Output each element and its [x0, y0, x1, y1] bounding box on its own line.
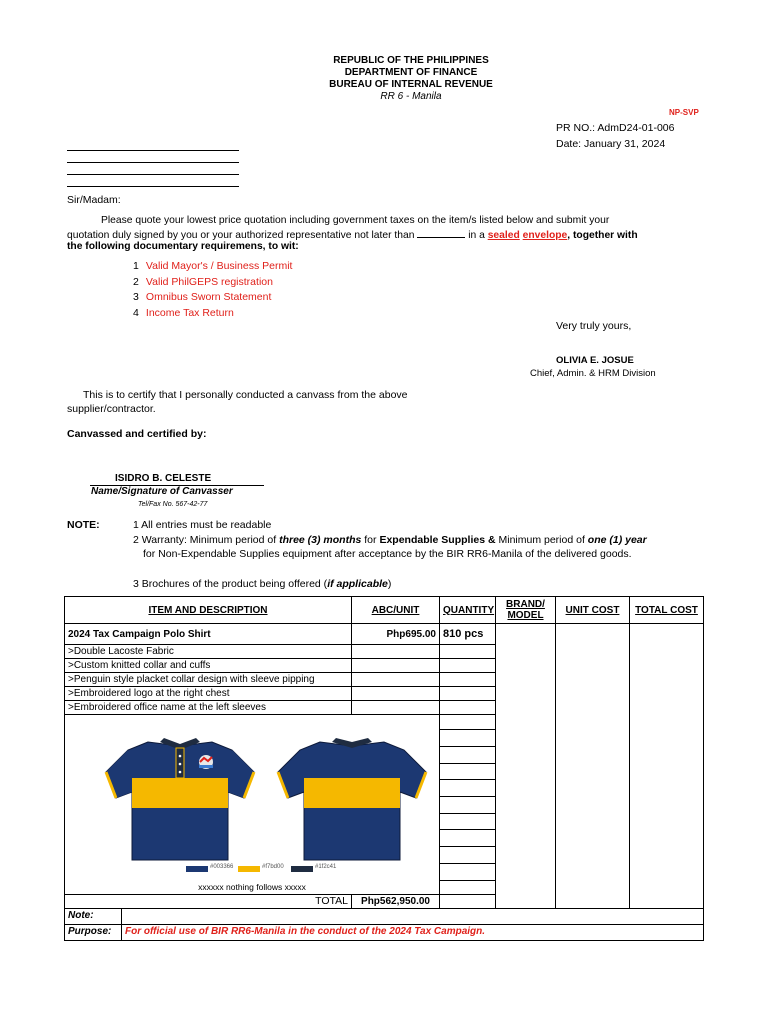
- note-emphasis: one (1) year: [587, 534, 647, 546]
- envelope-emphasis: envelope: [522, 230, 568, 241]
- total-value: Php562,950.00: [352, 894, 440, 908]
- swatch-label: #003366: [210, 864, 234, 870]
- address-line: [67, 162, 239, 163]
- canvasser-caption: Name/Signature of Canvasser: [91, 486, 233, 497]
- requirement-number: 4: [133, 307, 139, 319]
- note-label: NOTE:: [67, 519, 100, 531]
- empty-cell: [352, 645, 440, 659]
- letter-body-line1: Please quote your lowest price quotation including government taxes on the item/s listed below and submit your: [101, 215, 610, 226]
- requirement-number: 2: [133, 276, 139, 288]
- note-2-continued: for Non-Expendable Supplies equipment after acceptance by the BIR RR6-Manila of the delivered goods.: [143, 548, 632, 560]
- polo-shirt-illustration: [68, 720, 453, 870]
- model-label: MODEL: [507, 610, 544, 621]
- total-row: [65, 894, 704, 908]
- note-emphasis: if applicable: [327, 578, 388, 590]
- purpose-row: [65, 924, 704, 940]
- col-header-total-cost: TOTAL COST: [630, 597, 704, 624]
- deadline-blank: [417, 228, 465, 238]
- header-republic: REPUBLIC OF THE PHILIPPINES: [333, 55, 489, 66]
- requirement-item: [133, 307, 234, 319]
- letter-body-line2: [67, 228, 707, 241]
- product-image: [68, 720, 453, 880]
- closing: Very truly yours,: [556, 320, 632, 332]
- requirement-number: 1: [133, 260, 139, 272]
- certify-line1: This is to certify that I personally conducted a canvass from the above: [83, 389, 408, 401]
- description-line: >Penguin style placket collar design with sleeve pipping: [65, 673, 352, 687]
- note-row-value[interactable]: [122, 909, 703, 924]
- note-3: [133, 578, 391, 590]
- empty-cell: [352, 659, 440, 673]
- purpose-row-inner: [65, 925, 703, 940]
- shirt-back: [278, 738, 426, 860]
- note-1: 1 All entries must be readable: [133, 519, 272, 531]
- note-row: [65, 908, 704, 924]
- empty-cell: [440, 673, 496, 687]
- swatch-label: #f7bd00: [262, 864, 284, 870]
- color-swatch: [291, 866, 313, 872]
- note-text: Minimum period of: [498, 534, 585, 546]
- letter-body-text: , together with: [567, 230, 638, 241]
- letter-body-text: in a: [468, 230, 485, 241]
- note-row-cell: [65, 908, 704, 924]
- abc-unit: Php695.00: [352, 624, 440, 645]
- brand-cell[interactable]: [496, 624, 556, 909]
- col-header-qty: QUANTITY: [440, 597, 496, 624]
- total-label: TOTAL: [65, 894, 352, 908]
- col-header-abc: ABC/UNIT: [352, 597, 440, 624]
- brand-label: BRAND/: [506, 599, 545, 610]
- pr-number: PR NO.: AdmD24-01-006: [556, 122, 675, 134]
- purpose-label: Purpose:: [65, 925, 122, 940]
- col-header-unit-cost: UNIT COST: [556, 597, 630, 624]
- note-2: [133, 534, 647, 546]
- note-text: for: [364, 534, 377, 546]
- table-header-row: [65, 597, 704, 624]
- shirt-front: [106, 738, 254, 860]
- quantity: 810 pcs: [440, 624, 496, 645]
- empty-cell: [352, 687, 440, 701]
- address-line: [67, 186, 239, 187]
- color-swatch: [238, 866, 260, 872]
- requirement-text: Omnibus Sworn Statement: [145, 291, 272, 303]
- note-text: ): [387, 578, 392, 590]
- item-name: 2024 Tax Campaign Polo Shirt: [65, 624, 352, 645]
- table-row: [65, 624, 704, 645]
- signatory-name: OLIVIA E. JOSUE: [556, 355, 634, 366]
- certify-label: Canvassed and certified by:: [67, 428, 207, 440]
- empty-cell: [440, 687, 496, 701]
- purpose-text: For official use of BIR RR6-Manila in the conduct of the 2024 Tax Campaign.: [125, 925, 486, 937]
- empty-cell: [352, 673, 440, 687]
- canvasser-name: ISIDRO B. CELESTE: [115, 473, 212, 484]
- signatory-title: Chief, Admin. & HRM Division: [530, 368, 656, 379]
- telfax: Tel/Fax No. 567-42-77: [138, 501, 208, 508]
- description-line: >Double Lacoste Fabric: [65, 645, 352, 659]
- empty-cell: [440, 894, 704, 908]
- requirement-number: 3: [133, 291, 139, 303]
- col-header-brand: [496, 597, 556, 624]
- empty-cell: [440, 701, 496, 715]
- pr-date: Date: January 31, 2024: [556, 138, 666, 150]
- certify-line2: supplier/contractor.: [67, 403, 156, 415]
- note-text: 2 Warranty: Minimum period of: [133, 534, 277, 546]
- requirement-text: Valid PhilGEPS registration: [145, 276, 273, 288]
- address-line: [67, 174, 239, 175]
- header-bureau: BUREAU OF INTERNAL REVENUE: [329, 79, 493, 90]
- purpose-row-cell: [65, 924, 704, 940]
- empty-cell: [440, 645, 496, 659]
- requirement-item: [133, 260, 292, 272]
- requirement-text: Valid Mayor's / Business Permit: [145, 260, 293, 272]
- letter-body-line3: the following documentary requiremens, to wit:: [67, 241, 299, 252]
- note-row-inner: [65, 909, 703, 924]
- letter-body-text: quotation duly signed by you or your authorized representative not later than: [67, 230, 415, 241]
- note-row-label: Note:: [65, 909, 122, 924]
- description-line: >Embroidered office name at the left sleeves: [65, 701, 352, 715]
- requirement-item: [133, 276, 273, 288]
- empty-cell: [440, 880, 496, 894]
- swatch-label: #1f2c41: [315, 864, 337, 870]
- sealed-emphasis: sealed: [487, 230, 520, 241]
- requirement-text: Income Tax Return: [145, 307, 234, 319]
- note-emphasis: three (3) months: [279, 534, 362, 546]
- address-line: [67, 150, 239, 151]
- description-line: >Custom knitted collar and cuffs: [65, 659, 352, 673]
- col-header-item: ITEM AND DESCRIPTION: [65, 597, 352, 624]
- empty-cell: [352, 701, 440, 715]
- nothing-follows: xxxxxx nothing follows xxxxx: [65, 880, 440, 894]
- procurement-code: NP-SVP: [669, 108, 699, 117]
- salutation: Sir/Madam:: [67, 194, 121, 206]
- color-swatch: [186, 866, 208, 872]
- empty-cell: [440, 659, 496, 673]
- header-department: DEPARTMENT OF FINANCE: [344, 67, 478, 78]
- total-cost-cell[interactable]: [630, 624, 704, 909]
- requirement-item: [133, 291, 271, 303]
- unit-cost-cell[interactable]: [556, 624, 630, 909]
- note-emphasis: Expendable Supplies &: [379, 534, 496, 546]
- description-line: >Embroidered logo at the right chest: [65, 687, 352, 701]
- header-region: RR 6 - Manila: [380, 91, 442, 102]
- note-text: 3 Brochures of the product being offered (: [133, 578, 328, 590]
